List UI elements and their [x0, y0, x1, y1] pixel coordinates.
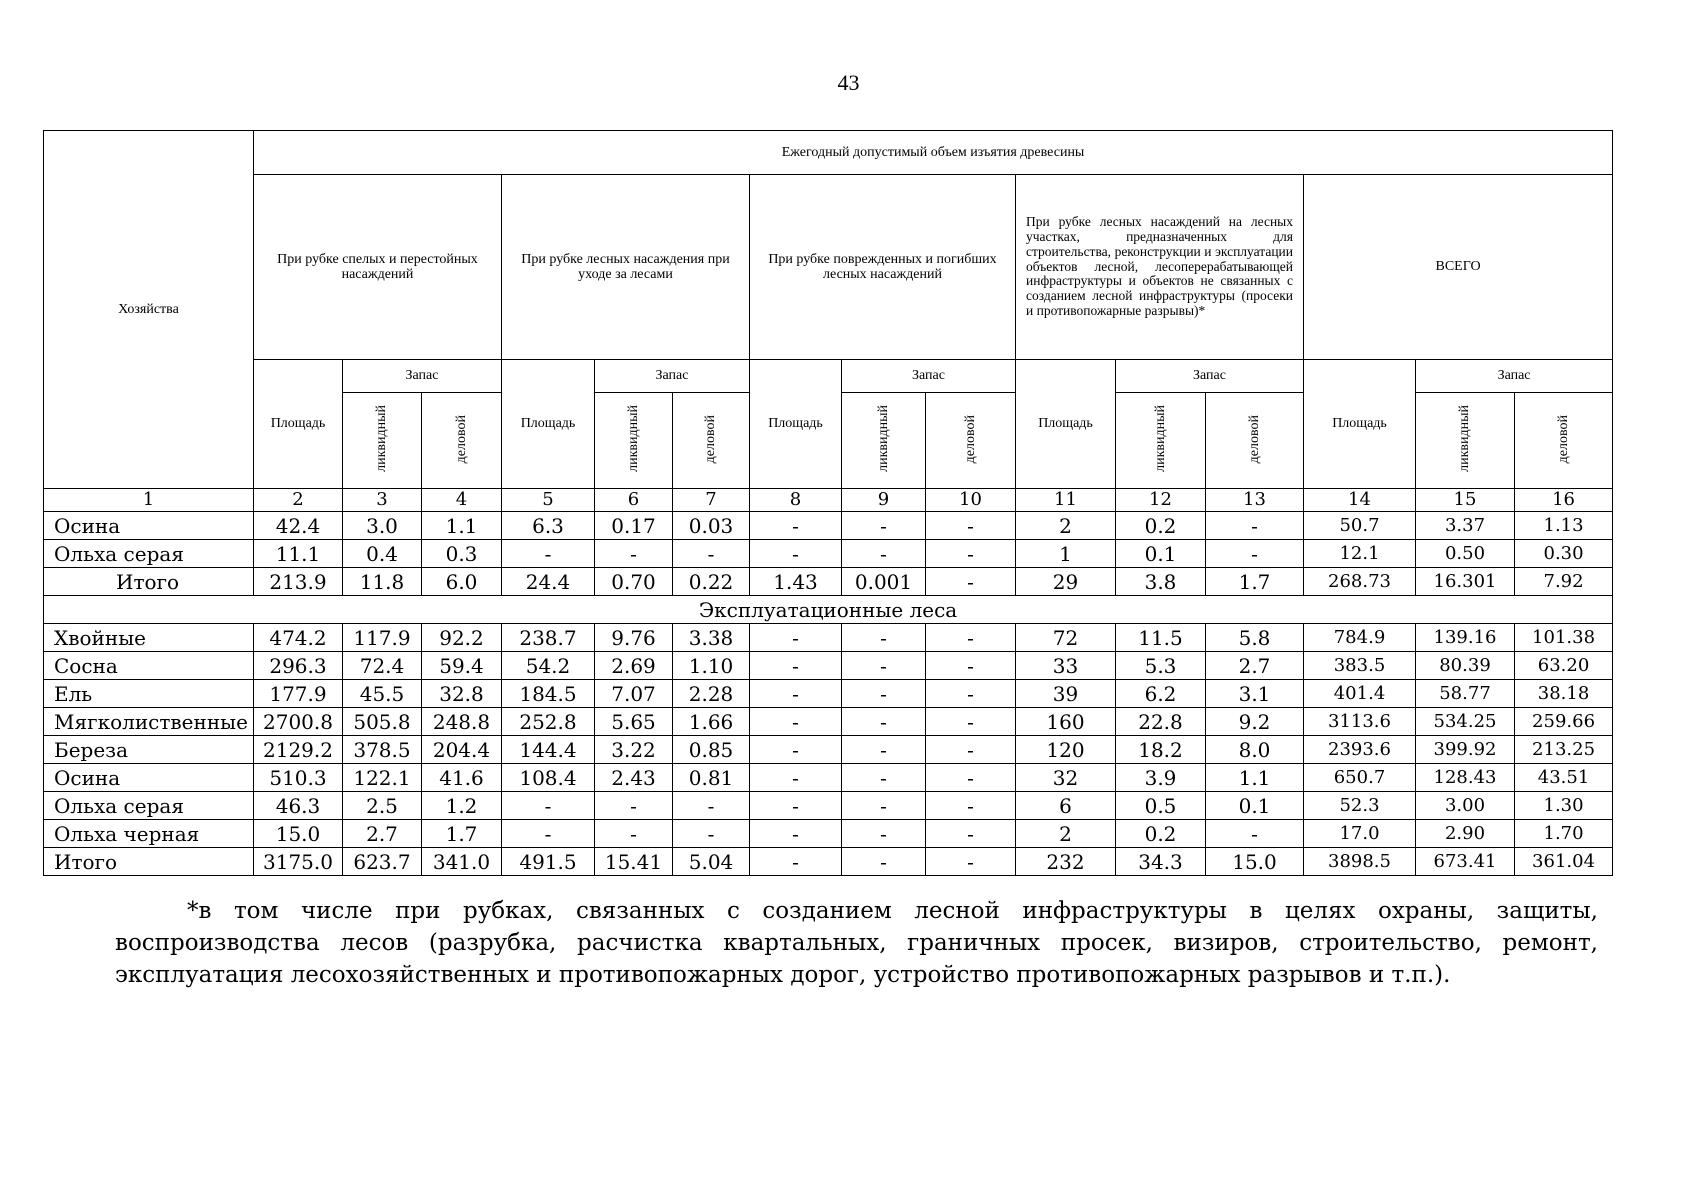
header-business-cell: [926, 393, 1016, 489]
table-row: [44, 680, 1613, 708]
table-cell: 29: [1016, 568, 1116, 596]
table-cell: -: [673, 820, 750, 848]
table-cell: 534.25: [1416, 708, 1515, 736]
table-cell: 63.20: [1515, 652, 1613, 680]
header-area: Площадь: [502, 360, 595, 489]
table-cell: 650.7: [1304, 764, 1416, 792]
table-cell: 8.0: [1206, 736, 1304, 764]
table-cell: -: [502, 820, 595, 848]
table-cell: 2.5: [343, 792, 422, 820]
table-cell: 213.9: [254, 568, 343, 596]
table-cell: -: [595, 820, 673, 848]
table-cell: 120: [1016, 736, 1116, 764]
header-farms: Хозяйства: [44, 131, 254, 489]
table-cell: 3.1: [1206, 680, 1304, 708]
row-name: Хвойные: [44, 624, 254, 652]
table-cell: 11.1: [254, 540, 343, 568]
header-liquid: ликвидный: [625, 405, 641, 473]
table-cell: 0.81: [673, 764, 750, 792]
table-cell: -: [750, 624, 842, 652]
table-cell: 72: [1016, 624, 1116, 652]
header-business: деловой: [453, 414, 469, 463]
table-cell: 341.0: [422, 848, 502, 876]
table-cell: -: [842, 540, 926, 568]
section-title: Эксплуатационные леса: [44, 596, 1613, 624]
table-cell: -: [926, 708, 1016, 736]
header-stock: Запас: [595, 360, 750, 393]
table-cell: 32: [1016, 764, 1116, 792]
table-cell: 1.7: [1206, 568, 1304, 596]
header-area: Площадь: [750, 360, 842, 489]
header-stock: Запас: [1416, 360, 1613, 393]
table-cell: 52.3: [1304, 792, 1416, 820]
table-cell: 5.65: [595, 708, 673, 736]
table-cell: 80.39: [1416, 652, 1515, 680]
column-number: 2: [254, 489, 343, 512]
table-cell: 58.77: [1416, 680, 1515, 708]
table-cell: 238.7: [502, 624, 595, 652]
row-name: Мягколиственные: [44, 708, 254, 736]
table-cell: 5.3: [1116, 652, 1206, 680]
header-business: деловой: [1555, 414, 1571, 463]
table-cell: 160: [1016, 708, 1116, 736]
column-number: 11: [1016, 489, 1116, 512]
row-name: Ольха черная: [44, 820, 254, 848]
table-cell: 0.22: [673, 568, 750, 596]
table-cell: -: [750, 540, 842, 568]
table-cell: 0.17: [595, 512, 673, 540]
table-cell: -: [502, 792, 595, 820]
table-cell: 3.9: [1116, 764, 1206, 792]
table-cell: 9.2: [1206, 708, 1304, 736]
table-cell: -: [926, 736, 1016, 764]
column-number: 15: [1416, 489, 1515, 512]
table-cell: 0.001: [842, 568, 926, 596]
table-cell: -: [842, 708, 926, 736]
table-cell: 15.41: [595, 848, 673, 876]
table-cell: 0.03: [673, 512, 750, 540]
header-liquid: ликвидный: [374, 405, 390, 473]
table-cell: 510.3: [254, 764, 343, 792]
table-cell: -: [842, 820, 926, 848]
table-cell: -: [750, 708, 842, 736]
table-cell: 6: [1016, 792, 1116, 820]
table-cell: 7.92: [1515, 568, 1613, 596]
table-cell: 6.2: [1116, 680, 1206, 708]
table-cell: 204.4: [422, 736, 502, 764]
table-cell: 45.5: [343, 680, 422, 708]
page-number: 43: [837, 70, 860, 95]
table-cell: 378.5: [343, 736, 422, 764]
table-cell: 11.5: [1116, 624, 1206, 652]
table-cell: 2: [1016, 512, 1116, 540]
table-cell: 3.00: [1416, 792, 1515, 820]
table-cell: 108.4: [502, 764, 595, 792]
table-cell: 1.13: [1515, 512, 1613, 540]
row-name: Ольха серая: [44, 792, 254, 820]
table-cell: 232: [1016, 848, 1116, 876]
table-cell: 1.1: [422, 512, 502, 540]
table-cell: 184.5: [502, 680, 595, 708]
table-row: [44, 764, 1613, 792]
table-cell: 0.85: [673, 736, 750, 764]
table-row: [44, 736, 1613, 764]
header-liquid: ликвидный: [1152, 405, 1168, 473]
table-cell: 3898.5: [1304, 848, 1416, 876]
header-liquid-cell: [1416, 393, 1515, 489]
table-cell: 177.9: [254, 680, 343, 708]
table-cell: -: [842, 848, 926, 876]
table-cell: -: [750, 848, 842, 876]
table-cell: -: [842, 736, 926, 764]
table-cell: 11.8: [343, 568, 422, 596]
table-cell: -: [673, 792, 750, 820]
table-cell: -: [842, 512, 926, 540]
section-row: [44, 596, 1613, 624]
table-cell: 0.2: [1116, 512, 1206, 540]
table-cell: -: [926, 848, 1016, 876]
table-cell: -: [750, 652, 842, 680]
table-cell: -: [926, 680, 1016, 708]
table-cell: 2393.6: [1304, 736, 1416, 764]
table-cell: 0.30: [1515, 540, 1613, 568]
column-number: 3: [343, 489, 422, 512]
table-cell: 0.1: [1116, 540, 1206, 568]
table-cell: 2.7: [1206, 652, 1304, 680]
row-name: Сосна: [44, 652, 254, 680]
table-cell: 1.70: [1515, 820, 1613, 848]
table-cell: 18.2: [1116, 736, 1206, 764]
table-cell: 139.16: [1416, 624, 1515, 652]
table-cell: -: [750, 792, 842, 820]
column-number: 1: [44, 489, 254, 512]
table-cell: -: [842, 792, 926, 820]
table-cell: 117.9: [343, 624, 422, 652]
table-cell: 491.5: [502, 848, 595, 876]
column-number: 8: [750, 489, 842, 512]
table-cell: -: [1206, 512, 1304, 540]
header-business: деловой: [962, 414, 978, 463]
table-cell: 16.301: [1416, 568, 1515, 596]
column-number: 9: [842, 489, 926, 512]
header-liquid-cell: [1116, 393, 1206, 489]
table-cell: -: [750, 764, 842, 792]
table-cell: 54.2: [502, 652, 595, 680]
column-number: 14: [1304, 489, 1416, 512]
table-cell: 0.3: [422, 540, 502, 568]
column-number: 16: [1515, 489, 1613, 512]
row-name: Ольха серая: [44, 540, 254, 568]
table-cell: 128.43: [1416, 764, 1515, 792]
table-cell: -: [750, 512, 842, 540]
header-business-cell: [422, 393, 502, 489]
table-cell: -: [926, 624, 1016, 652]
table-cell: 248.8: [422, 708, 502, 736]
table-cell: 17.0: [1304, 820, 1416, 848]
table-cell: -: [926, 792, 1016, 820]
table-cell: -: [926, 512, 1016, 540]
header-stock: Запас: [1116, 360, 1304, 393]
table-cell: 5.8: [1206, 624, 1304, 652]
table-cell: 34.3: [1116, 848, 1206, 876]
table-cell: 1.10: [673, 652, 750, 680]
table-row: [44, 540, 1613, 568]
header-stock: Запас: [343, 360, 502, 393]
table-cell: 3.22: [595, 736, 673, 764]
table-cell: 3113.6: [1304, 708, 1416, 736]
table-cell: 505.8: [343, 708, 422, 736]
header-liquid-cell: [595, 393, 673, 489]
header-area: Площадь: [1304, 360, 1416, 489]
row-name: Осина: [44, 512, 254, 540]
table-cell: 5.04: [673, 848, 750, 876]
table-cell: 1.66: [673, 708, 750, 736]
header-business-cell: [673, 393, 750, 489]
table-cell: 41.6: [422, 764, 502, 792]
table-cell: 42.4: [254, 512, 343, 540]
table-cell: 2700.8: [254, 708, 343, 736]
header-group-total: ВСЕГО: [1304, 175, 1613, 360]
table-cell: 2.7: [343, 820, 422, 848]
table-cell: 50.7: [1304, 512, 1416, 540]
table-cell: -: [750, 680, 842, 708]
row-name: Итого: [44, 568, 254, 596]
table-cell: 213.25: [1515, 736, 1613, 764]
table-cell: -: [926, 568, 1016, 596]
table-cell: 296.3: [254, 652, 343, 680]
header-group-mature: При рубке спелых и перестойных насаждений: [254, 175, 502, 360]
table-cell: 383.5: [1304, 652, 1416, 680]
table-cell: 1.43: [750, 568, 842, 596]
table-cell: 38.18: [1515, 680, 1613, 708]
table-row: [44, 848, 1613, 876]
table-cell: 43.51: [1515, 764, 1613, 792]
table-cell: 144.4: [502, 736, 595, 764]
footnote: *в том числе при рубках, связанных с созданием лесной инфраструктуры в целях охраны, защиты, воспроизводства лесов (разрубка, расчистка квартальных, граничных просек, визиров, строительство, ремонт, эксплуатация лесохозяйственных и противопожарных дорог, устройство противопожарных разрывов и т.п.).: [115, 898, 1598, 988]
table-cell: 2.28: [673, 680, 750, 708]
column-number: 5: [502, 489, 595, 512]
table-row: [44, 568, 1613, 596]
table-cell: -: [595, 792, 673, 820]
table-cell: 401.4: [1304, 680, 1416, 708]
header-business-cell: [1206, 393, 1304, 489]
table-cell: 259.66: [1515, 708, 1613, 736]
header-liquid-cell: [343, 393, 422, 489]
header-liquid: ликвидный: [875, 405, 891, 473]
column-number: 13: [1206, 489, 1304, 512]
table-cell: 0.2: [1116, 820, 1206, 848]
table-cell: -: [502, 540, 595, 568]
table-cell: -: [842, 624, 926, 652]
header-area: Площадь: [1016, 360, 1116, 489]
table-row: [44, 820, 1613, 848]
table-cell: -: [842, 764, 926, 792]
table-cell: 24.4: [502, 568, 595, 596]
column-number: 10: [926, 489, 1016, 512]
table-row: [44, 512, 1613, 540]
table-cell: 0.5: [1116, 792, 1206, 820]
table-cell: -: [842, 652, 926, 680]
header-group-care: При рубке лесных насаждения при уходе за лесами: [502, 175, 750, 360]
table-cell: -: [926, 764, 1016, 792]
row-name: Итого: [44, 848, 254, 876]
table-row: [44, 652, 1613, 680]
table-cell: 15.0: [1206, 848, 1304, 876]
table-cell: -: [926, 820, 1016, 848]
table-cell: 1.1: [1206, 764, 1304, 792]
header-business: деловой: [1246, 414, 1262, 463]
table-cell: -: [842, 680, 926, 708]
table-cell: 2.43: [595, 764, 673, 792]
table-cell: 361.04: [1515, 848, 1613, 876]
table-cell: -: [1206, 540, 1304, 568]
column-number-row: [44, 489, 1613, 512]
header-liquid: ликвидный: [1457, 405, 1473, 473]
table-cell: -: [926, 652, 1016, 680]
row-name: Ель: [44, 680, 254, 708]
table-cell: 2129.2: [254, 736, 343, 764]
table-cell: 268.73: [1304, 568, 1416, 596]
table-cell: 2.90: [1416, 820, 1515, 848]
table-cell: 399.92: [1416, 736, 1515, 764]
table-row: [44, 792, 1613, 820]
table-cell: 0.50: [1416, 540, 1515, 568]
table-cell: 12.1: [1304, 540, 1416, 568]
header-business-cell: [1515, 393, 1613, 489]
table-cell: -: [673, 540, 750, 568]
table-cell: 1: [1016, 540, 1116, 568]
table-cell: 1.7: [422, 820, 502, 848]
header-liquid-cell: [842, 393, 926, 489]
table-cell: 33: [1016, 652, 1116, 680]
harvest-volume-table: [43, 130, 1613, 876]
header-group-damaged: При рубке поврежденных и погибших лесных насаждений: [750, 175, 1016, 360]
table-cell: 1.2: [422, 792, 502, 820]
table-cell: 0.1: [1206, 792, 1304, 820]
table-cell: 9.76: [595, 624, 673, 652]
row-name: Береза: [44, 736, 254, 764]
header-main-title: Ежегодный допустимый объем изъятия древесины: [254, 131, 1613, 175]
header-business: деловой: [703, 414, 719, 463]
table-cell: 101.38: [1515, 624, 1613, 652]
table-cell: 2: [1016, 820, 1116, 848]
table-cell: 3175.0: [254, 848, 343, 876]
table-cell: 474.2: [254, 624, 343, 652]
header-stock: Запас: [842, 360, 1016, 393]
table-cell: 0.4: [343, 540, 422, 568]
table-cell: 122.1: [343, 764, 422, 792]
table-cell: 46.3: [254, 792, 343, 820]
table-cell: -: [926, 540, 1016, 568]
table-cell: -: [595, 540, 673, 568]
table-cell: 1.30: [1515, 792, 1613, 820]
row-name: Осина: [44, 764, 254, 792]
table-cell: -: [750, 820, 842, 848]
table-cell: 2.69: [595, 652, 673, 680]
column-number: 7: [673, 489, 750, 512]
table-cell: 3.0: [343, 512, 422, 540]
table-cell: 32.8: [422, 680, 502, 708]
table-cell: -: [750, 736, 842, 764]
header-group-infrastructure: При рубке лесных насаждений на лесных участках, предназначенных для строительства, реконструкции и эксплуатации объектов лесной, лесоперерабатывающей инфраструктуры и объектов не связанных с созданием лесной инфраструктуры (просеки и противопожарные разрывы)*: [1016, 175, 1304, 360]
table-cell: 92.2: [422, 624, 502, 652]
table-cell: -: [1206, 820, 1304, 848]
table-cell: 252.8: [502, 708, 595, 736]
table-cell: 22.8: [1116, 708, 1206, 736]
header-area: Площадь: [254, 360, 343, 489]
table-cell: 6.0: [422, 568, 502, 596]
column-number: 4: [422, 489, 502, 512]
table-cell: 3.8: [1116, 568, 1206, 596]
table-cell: 0.70: [595, 568, 673, 596]
table-cell: 59.4: [422, 652, 502, 680]
table-row: [44, 708, 1613, 736]
table-cell: 673.41: [1416, 848, 1515, 876]
table-cell: 39: [1016, 680, 1116, 708]
table-row: [44, 624, 1613, 652]
table-cell: 15.0: [254, 820, 343, 848]
table-cell: 784.9: [1304, 624, 1416, 652]
table-cell: 72.4: [343, 652, 422, 680]
column-number: 12: [1116, 489, 1206, 512]
table-cell: 623.7: [343, 848, 422, 876]
column-number: 6: [595, 489, 673, 512]
table-cell: 3.37: [1416, 512, 1515, 540]
table-cell: 3.38: [673, 624, 750, 652]
table-cell: 7.07: [595, 680, 673, 708]
table-cell: 6.3: [502, 512, 595, 540]
